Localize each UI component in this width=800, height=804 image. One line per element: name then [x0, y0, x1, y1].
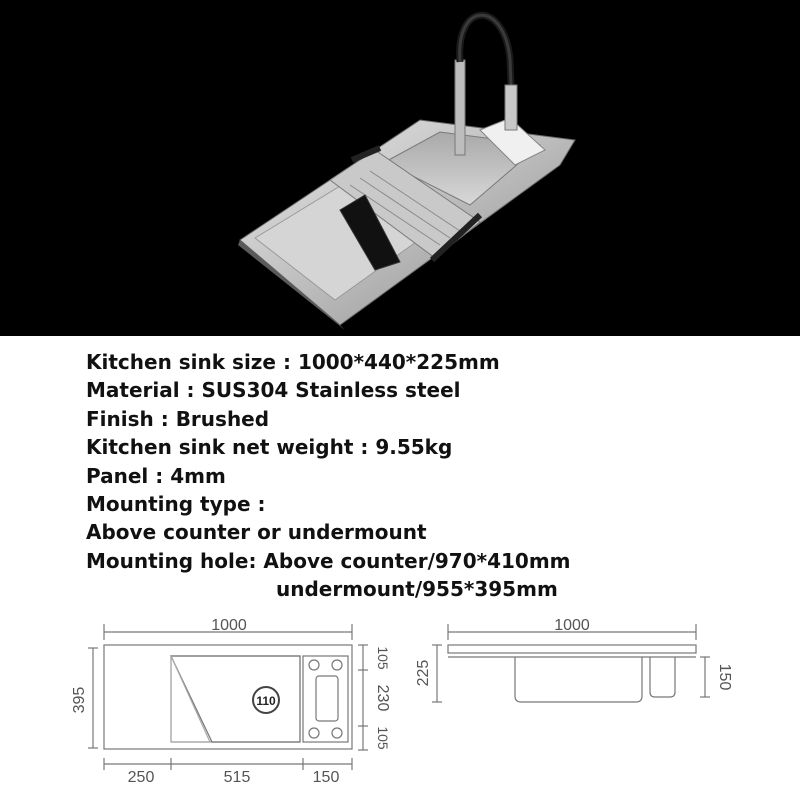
specification-list [86, 348, 786, 604]
top-depth-label: 395 [71, 686, 88, 714]
side-length-label: 1000 [554, 617, 590, 634]
right-top-label: 105 [375, 646, 391, 670]
spec-material: Material : SUS304 Stainless steel [86, 378, 461, 403]
top-length-label: 1000 [211, 617, 247, 634]
spec-mounting-type: Mounting type : [86, 491, 266, 516]
right-middle-label: 230 [374, 684, 391, 712]
right-section-label: 150 [312, 769, 340, 786]
spec-size: Kitchen sink size : 1000*440*225mm [86, 350, 500, 374]
side-view-drawing [432, 624, 710, 702]
drain-size-label: 110 [256, 694, 276, 708]
sink-illustration [0, 0, 800, 336]
product-photo [0, 0, 800, 336]
spec-mounting-options: Above counter or undermount [86, 520, 427, 545]
spec-mounting-hole: Mounting hole: Above counter/970*410mm [86, 548, 571, 573]
technical-drawings [0, 610, 800, 800]
right-bottom-label: 105 [375, 726, 391, 750]
bowl-width-label: 515 [223, 769, 251, 786]
drawing-svg [0, 610, 800, 800]
left-section-label: 250 [127, 769, 155, 786]
spec-finish: Finish : Brushed [86, 406, 270, 431]
spec-weight: Kitchen sink net weight : 9.55kg [86, 435, 453, 460]
top-view-drawing [88, 624, 368, 770]
side-height-label: 225 [415, 659, 432, 687]
spec-panel: Panel : 4mm [86, 463, 226, 488]
spec-mounting-hole-undermount: undermount/955*395mm [276, 577, 558, 602]
basket-height-label: 150 [716, 663, 733, 691]
